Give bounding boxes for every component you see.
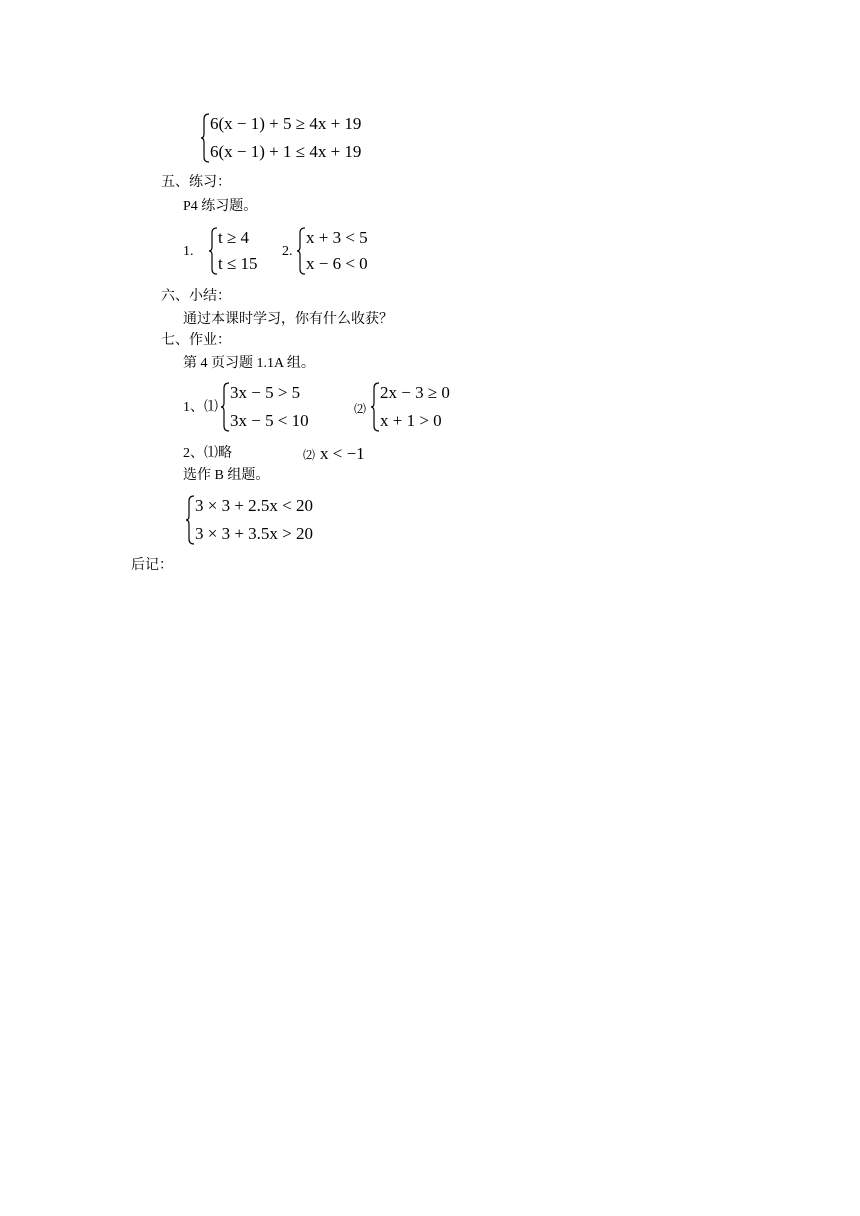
brace-icon	[200, 113, 210, 163]
homework-item-2-label: 2、⑴略	[183, 446, 232, 461]
brace-icon	[370, 382, 380, 432]
postscript-label: 后记：	[131, 558, 173, 573]
exercise-2-system	[296, 227, 368, 275]
section-heading-homework: 七、作业：	[161, 333, 231, 348]
homework-2-system	[370, 382, 450, 432]
brace-icon	[208, 227, 218, 275]
inequality-system-1	[200, 113, 361, 163]
inequality-line: 3x − 5 > 5	[230, 383, 301, 402]
inequality-line: t ≤ 15	[218, 254, 258, 273]
inequality-line: 3 × 3 + 2.5x < 20	[195, 496, 314, 515]
inequality-line: x − 6 < 0	[306, 254, 368, 273]
inequality-line: 6(x − 1) + 1 ≤ 4x + 19	[210, 142, 362, 161]
homework-b-system	[185, 495, 313, 545]
summary-text: 通过本课时学习，你有什么收获？	[183, 312, 393, 327]
exercise-2-label: 2.	[282, 244, 293, 259]
brace-icon	[220, 382, 230, 432]
homework-1-label: 1、⑴	[183, 400, 218, 415]
inequality-line: x + 3 < 5	[306, 228, 368, 247]
homework-1-system	[220, 382, 309, 432]
inequality-line: 2x − 3 ≥ 0	[380, 383, 450, 402]
inequality-line: 3x − 5 < 10	[230, 411, 309, 430]
inequality-line: 3 × 3 + 3.5x > 20	[195, 524, 314, 543]
section-heading-practice: 五、练习：	[161, 175, 231, 190]
homework-2-label: ⑵	[354, 402, 367, 416]
section-heading-summary: 六、小结：	[161, 289, 231, 304]
homework-item-2b-answer: x < −1	[320, 444, 365, 463]
inequality-line: 6(x − 1) + 5 ≥ 4x + 19	[210, 114, 362, 133]
exercise-1-system	[208, 227, 258, 275]
inequality-line: t ≥ 4	[218, 228, 250, 247]
homework-optional-text: 选作 B 组题。	[183, 468, 270, 483]
inequality-line: x + 1 > 0	[380, 411, 442, 430]
homework-text: 第 4 页习题 1.1A 组。	[183, 356, 315, 371]
homework-item-2b-label: ⑵	[303, 448, 316, 462]
practice-text: P4 练习题。	[183, 199, 258, 214]
exercise-1-label: 1.	[183, 244, 194, 259]
brace-icon	[296, 227, 306, 275]
brace-icon	[185, 495, 195, 545]
